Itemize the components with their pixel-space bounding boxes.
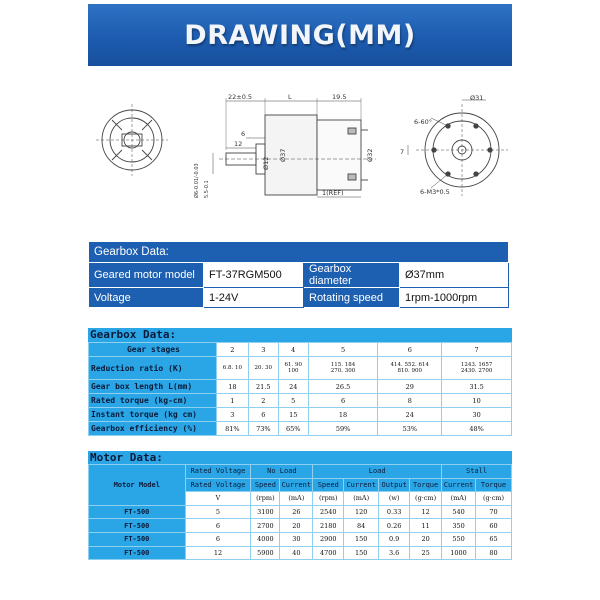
cell: 2: [248, 394, 278, 408]
cell: 2180: [313, 519, 344, 533]
cell: 3: [216, 408, 248, 422]
info-header-row: [89, 242, 509, 263]
cell: 65%: [278, 422, 308, 436]
cell: 73%: [248, 422, 278, 436]
cell: 18: [216, 380, 248, 394]
cell: 550: [442, 532, 476, 546]
cell: 53%: [378, 422, 442, 436]
dim-12: 12: [234, 140, 243, 148]
cell: 65: [476, 532, 512, 546]
cell: 60: [476, 519, 512, 533]
cell: 81%: [216, 422, 248, 436]
cell: 1000: [442, 546, 476, 560]
unit-cell: (rpm): [251, 492, 280, 506]
no-load-header: No Load: [251, 465, 313, 479]
cell: 6: [185, 519, 251, 533]
torque-header: Torque: [410, 478, 442, 492]
unit-cell: (w): [379, 492, 410, 506]
info-row: [89, 288, 509, 308]
cell-line: 414. 552. 614: [390, 361, 430, 368]
unit-cell: (mA): [344, 492, 379, 506]
cell-line: 6.8. 10: [222, 364, 242, 371]
cell: 26: [280, 505, 313, 519]
motor-model-cell: FT-500: [89, 546, 186, 560]
row-label: Gearbox efficiency (%): [89, 422, 217, 436]
gear-box-length-row: [89, 380, 512, 394]
cell: 10: [442, 394, 512, 408]
info-row: [89, 263, 509, 288]
stall-header: Stall: [442, 465, 512, 479]
motor-model-cell: FT-500: [89, 532, 186, 546]
unit-cell: (mA): [442, 492, 476, 506]
info-value: Ø37mm: [400, 263, 509, 288]
cell-line: 1243. 1657: [460, 361, 493, 368]
cell: 20: [280, 519, 313, 533]
cell: 24: [278, 380, 308, 394]
current-header: Current: [442, 478, 476, 492]
cell: [216, 357, 248, 380]
cell: 21.5: [248, 380, 278, 394]
cell: 15: [278, 408, 308, 422]
unit-cell: V: [185, 492, 251, 506]
dim-1-ref: 1(REF): [322, 189, 344, 197]
motor-model-header: Motor Model: [89, 465, 186, 506]
cell: 20: [410, 532, 442, 546]
cell: 6: [248, 408, 278, 422]
cell: 7: [442, 343, 512, 357]
info-value: 1rpm-1000rpm: [400, 288, 509, 308]
dim-5-5: 5.5-0.1: [204, 180, 210, 198]
cell-line: 270. 300: [330, 368, 356, 374]
cell: 5900: [251, 546, 280, 560]
info-value: FT-37RGM500: [204, 263, 304, 288]
unit-cell: (g·cm): [410, 492, 442, 506]
reduction-ratio-row: [89, 357, 512, 380]
motor-model-cell: FT-500: [89, 505, 186, 519]
rated-voltage-header: Rated Voltage: [185, 478, 251, 492]
cell: 70: [476, 505, 512, 519]
dim-phi32: Ø32: [366, 148, 374, 162]
cell: [278, 357, 308, 380]
dim-phi37: Ø37: [279, 148, 287, 162]
cell: [248, 357, 278, 380]
cell: 1: [216, 394, 248, 408]
unit-cell: (mA): [280, 492, 313, 506]
cell: 2700: [251, 519, 280, 533]
motor-data-title: Motor Data:: [88, 451, 512, 465]
dim-7: 7: [400, 148, 405, 156]
gearbox-efficiency-row: [89, 422, 512, 436]
cell: 31.5: [442, 380, 512, 394]
cell: 59%: [308, 422, 378, 436]
table-row: [89, 546, 512, 560]
cell: 11: [410, 519, 442, 533]
dim-phi6: Ø6-0.01/-0.03: [194, 163, 200, 198]
cell: 2540: [313, 505, 344, 519]
rated-torque-row: [89, 394, 512, 408]
motor-header-row: [89, 465, 512, 479]
cell: 26.5: [308, 380, 378, 394]
unit-cell: (g·cm): [476, 492, 512, 506]
cell: 5: [308, 343, 378, 357]
dim-m3: 6-M3*0.5: [420, 188, 450, 196]
cell: 4: [278, 343, 308, 357]
rated-voltage-header: Rated Voltage: [185, 465, 251, 479]
torque-header: Torque: [476, 478, 512, 492]
cell: 40: [280, 546, 313, 560]
cell: 6: [378, 343, 442, 357]
dim-L: L: [288, 93, 292, 101]
row-label: Gear stages: [89, 343, 217, 357]
row-label: Gear box length L(mm): [89, 380, 217, 394]
cell: 4000: [251, 532, 280, 546]
cell: 12: [410, 505, 442, 519]
output-header: Output: [379, 478, 410, 492]
cell: 5: [185, 505, 251, 519]
cell: 18: [308, 408, 378, 422]
dim-6: 6: [241, 130, 246, 138]
cell: 48%: [442, 422, 512, 436]
cell: 6: [308, 394, 378, 408]
end-view-right: [408, 100, 508, 196]
row-label: Reduction ratio (K): [89, 357, 217, 380]
title-banner: [88, 4, 512, 66]
banner-title: DRAWING(MM): [184, 19, 416, 51]
speed-header: Speed: [251, 478, 280, 492]
cell-line: 810. 900: [397, 368, 423, 374]
cell: 30: [442, 408, 512, 422]
motor-model-cell: FT-500: [89, 519, 186, 533]
dim-shaft-length: 22±0.5: [228, 93, 253, 101]
cell: [308, 357, 378, 380]
table-row: [89, 519, 512, 533]
current-header: Current: [344, 478, 379, 492]
cell: 3100: [251, 505, 280, 519]
info-header: Gearbox Data:: [89, 242, 509, 263]
end-view-left: [96, 104, 168, 176]
info-label: Gearbox diameter: [304, 263, 400, 288]
cell: 3: [248, 343, 278, 357]
info-value: 1-24V: [204, 288, 304, 308]
cell: 350: [442, 519, 476, 533]
cell: 84: [344, 519, 379, 533]
cell: [378, 357, 442, 380]
cell: 12: [185, 546, 251, 560]
info-label: Geared motor model: [89, 263, 204, 288]
cell: 4700: [313, 546, 344, 560]
cell: 29: [378, 380, 442, 394]
dim-phi12: Ø12: [262, 156, 270, 170]
table-row: [89, 532, 512, 546]
cell: [442, 357, 512, 380]
current-header: Current: [280, 478, 313, 492]
info-label: Rotating speed: [304, 288, 400, 308]
cell: 2: [216, 343, 248, 357]
motor-data-table: [88, 464, 512, 560]
technical-drawing: [86, 88, 516, 212]
cell: 8: [378, 394, 442, 408]
dim-angle: 6-60°: [414, 118, 433, 126]
cell-line: 2430. 2700: [460, 368, 493, 374]
cell-line: 61. 90: [284, 361, 302, 368]
cell: 120: [344, 505, 379, 519]
table-row: [89, 505, 512, 519]
info-label: Voltage: [89, 288, 204, 308]
cell: 24: [378, 408, 442, 422]
cell: 0.26: [379, 519, 410, 533]
instant-torque-row: [89, 408, 512, 422]
cell: 150: [344, 532, 379, 546]
dim-phi31: Ø31: [470, 94, 484, 102]
speed-header: Speed: [313, 478, 344, 492]
cell-line: 115. 184: [330, 361, 356, 368]
gearbox-data-table: [88, 342, 512, 436]
cell: 30: [280, 532, 313, 546]
row-label: Instant torque (kg cm): [89, 408, 217, 422]
cell: 25: [410, 546, 442, 560]
cell: 0.9: [379, 532, 410, 546]
gearbox-data-title: Gearbox Data:: [88, 328, 512, 342]
cell: 3.6: [379, 546, 410, 560]
cell: 150: [344, 546, 379, 560]
row-label: Rated torque (kg-cm): [89, 394, 217, 408]
dim-19-5: 19.5: [332, 93, 347, 101]
gear-stages-row: [89, 343, 512, 357]
gearbox-info-table: [88, 241, 509, 308]
load-header: Load: [313, 465, 442, 479]
cell: 0.33: [379, 505, 410, 519]
cell-line: 20. 30: [254, 364, 273, 371]
cell: 5: [278, 394, 308, 408]
cell: 6: [185, 532, 251, 546]
cell-line: 100: [287, 368, 299, 374]
cell: 80: [476, 546, 512, 560]
unit-cell: (rpm): [313, 492, 344, 506]
cell: 540: [442, 505, 476, 519]
cell: 2900: [313, 532, 344, 546]
